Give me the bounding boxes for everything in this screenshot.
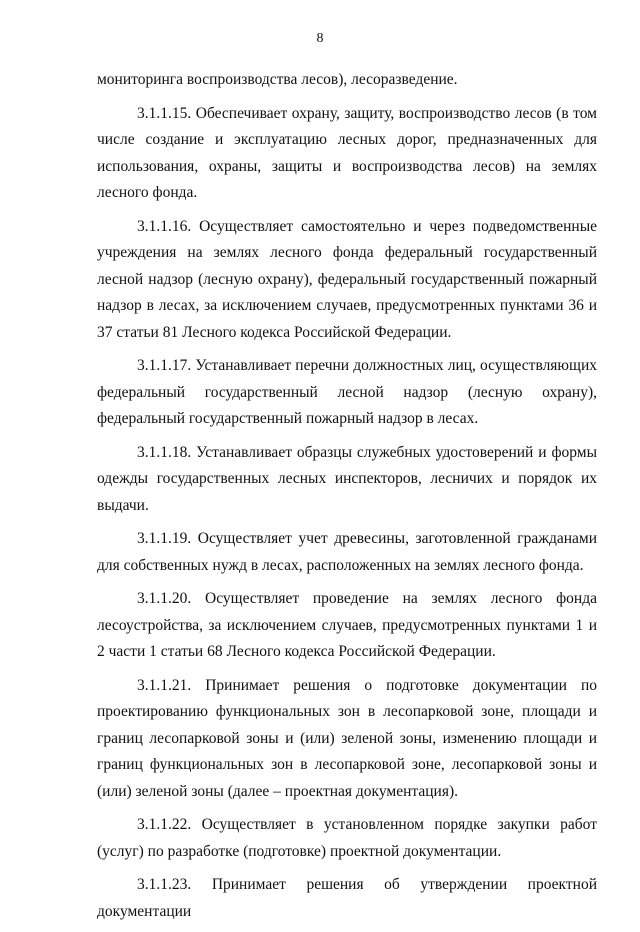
page-number: 8 xyxy=(316,31,324,46)
paragraph-continuation: мониторинга воспроизводства лесов), лесоразведение. xyxy=(97,71,458,88)
document-body xyxy=(97,67,597,932)
paragraph-3-1-1-15: 3.1.1.15. Обеспечивает охрану, защиту, воспроизводство лесов (в том числе создание и эксплуатацию лесных дорог, предназначенных для использования, охраны, защиты и воспроизводства лесов) на землях лесного фонда. xyxy=(97,104,597,201)
paragraph-3-1-1-16: 3.1.1.16. Осуществляет самостоятельно и через подведомственные учреждения на землях лесного фонда федеральный государственный лесной надзор (лесную охрану), федеральный государственный пожарный надзор в лесах, за исключением случаев, предусмотренных пунктами 36 и 37 статьи 81 Лесного кодекса Российской Федерации. xyxy=(97,217,597,341)
paragraph-3-1-1-17: 3.1.1.17. Устанавливает перечни должностных лиц, осуществляющих федеральный государственный лесной надзор (лесную охрану), федеральный государственный пожарный надзор в лесах. xyxy=(97,357,597,427)
paragraph-3-1-1-22: 3.1.1.22. Осуществляет в установленном порядке закупки работ (услуг) по разработке (подготовке) проектной документации. xyxy=(97,816,597,860)
paragraph-3-1-1-19: 3.1.1.19. Осуществляет учет древесины, заготовленной гражданами для собственных нужд в лесах, расположенных на землях лесного фонда. xyxy=(97,530,597,574)
paragraph-3-1-1-23: 3.1.1.23. Принимает решения об утверждении проектной документации xyxy=(97,876,597,920)
paragraph-3-1-1-21: 3.1.1.21. Принимает решения о подготовке документации по проектированию функциональных зон в лесопарковой зоне, площади и границ лесопарковой зоны и (или) зеленой зоны, изменению площади и границ функциональных зон в лесопарковой зоне, лесопарковой зоны и (или) зеленой зоны (далее – проектная документация). xyxy=(97,676,597,800)
paragraph-3-1-1-18: 3.1.1.18. Устанавливает образцы служебных удостоверений и формы одежды государственных лесных инспекторов, лесничих и порядок их выдачи. xyxy=(97,443,597,514)
paragraph-3-1-1-20: 3.1.1.20. Осуществляет проведение на землях лесного фонда лесоустройства, за исключением случаев, предусмотренных пунктами 1 и 2 части 1 статьи 68 Лесного кодекса Российской Федерации. xyxy=(97,590,597,660)
